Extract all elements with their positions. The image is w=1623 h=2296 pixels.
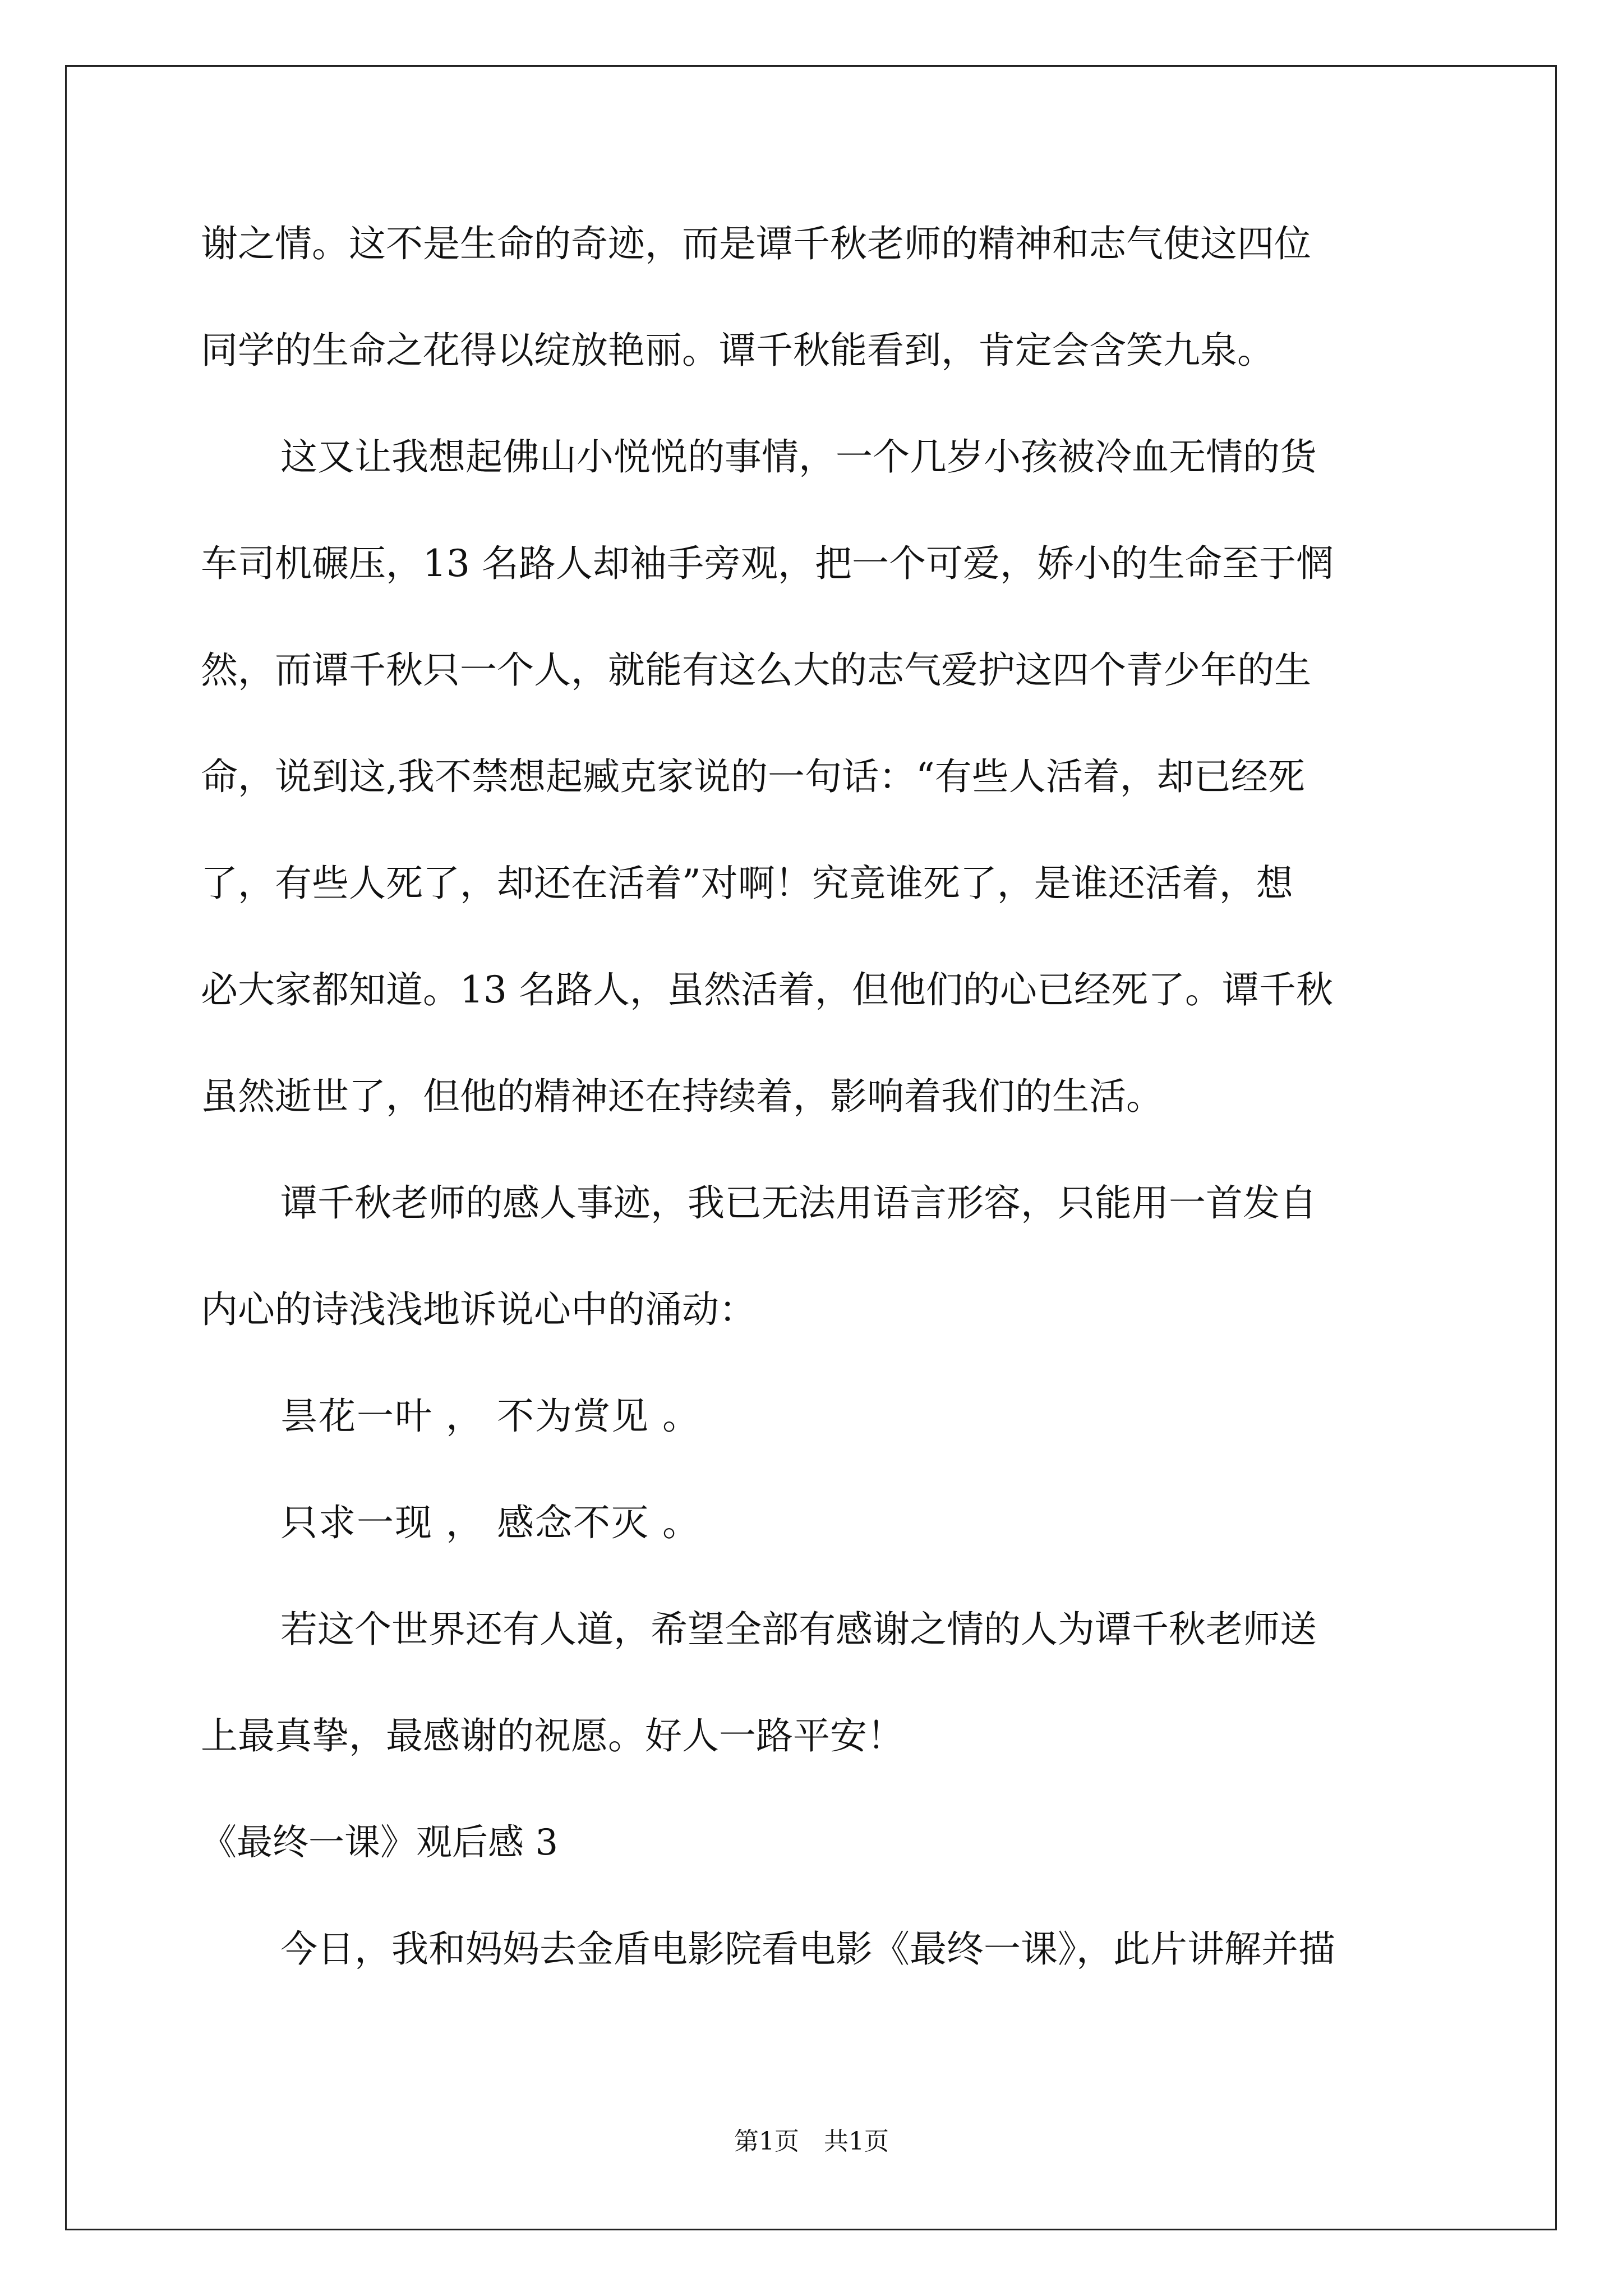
paragraph-line: 谢之情。这不是生命的奇迹，而是谭千秋老师的精神和志气使这四位 (201, 222, 1311, 265)
page-frame (65, 65, 1557, 2230)
paragraph-line: 谭千秋老师的感人事迹，我已无法用语言形容，只能用一首发自 (280, 1181, 1317, 1225)
paragraph-line: 同学的生命之花得以绽放艳丽。谭千秋能看到，肯定会含笑九泉。 (201, 329, 1274, 372)
paragraph-line: 若这个世界还有人道，希望全部有感谢之情的人为谭千秋老师送 (280, 1608, 1317, 1651)
page-footer: 第1页 共1页 (734, 2127, 889, 2156)
paragraph-line: 虽然逝世了，但他的精神还在持续着，影响着我们的生活。 (201, 1075, 1163, 1118)
paragraph-line: 车司机碾压，13 名路人却袖手旁观，把一个可爱，娇小的生命至于惘 (201, 542, 1333, 585)
poem-line: 只求一现 ， 感念不灭 。 (280, 1501, 700, 1544)
paragraph-line: 上最真挚，最感谢的祝愿。好人一路平安！ (201, 1714, 904, 1757)
paragraph-line: 然，而谭千秋只一个人，就能有这么大的志气爱护这四个青少年的生 (201, 648, 1311, 692)
paragraph-line: 今日，我和妈妈去金盾电影院看电影《最终一课》，此片讲解并描 (280, 1927, 1335, 1971)
poem-line: 昙花一叶 ， 不为赏见 。 (280, 1395, 700, 1438)
paragraph-line: 了，有些人死了，却还在活着”对啊！究竟谁死了，是谁还活着，想 (201, 862, 1293, 905)
paragraph-line: 命，说到这,我不禁想起臧克家说的一句话：“有些人活着，却已经死 (201, 755, 1305, 798)
paragraph-line: 内心的诗浅浅地诉说心中的涌动： (201, 1288, 756, 1331)
paragraph-line: 必大家都知道。13 名路人，虽然活着，但他们的心已经死了。谭千秋 (201, 968, 1333, 1011)
paragraph-line: 这又让我想起佛山小悦悦的事情，一个几岁小孩被冷血无情的货 (280, 435, 1317, 478)
section-heading: 《最终一课》观后感 3 (201, 1822, 559, 1864)
